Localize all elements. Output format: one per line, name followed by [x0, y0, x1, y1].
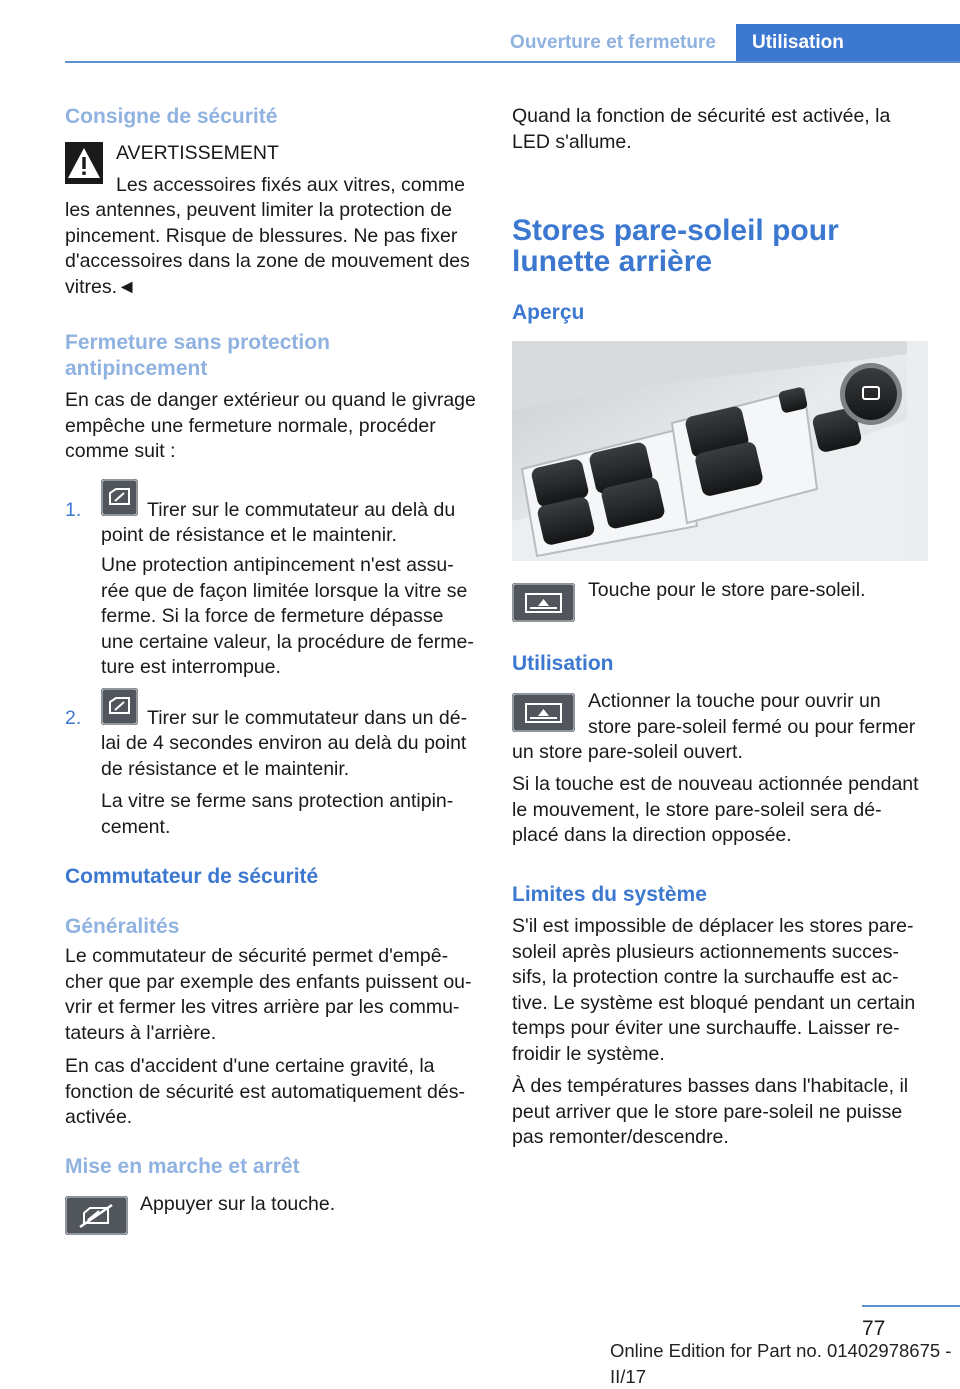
- text-line: LED s'allume.: [512, 130, 632, 153]
- warning-text-first: Les accessoires fixés aux vitres, comme: [116, 174, 465, 196]
- text-line: cement.: [101, 815, 171, 838]
- text-line: placé dans la direction opposée.: [512, 824, 792, 846]
- window-switch-icon: [101, 688, 138, 725]
- text-line: Quand la fonction de sécurité est activée, la: [512, 105, 891, 127]
- onoff-heading: Mise en marche et arrêt: [65, 1155, 300, 1178]
- accident-text: [65, 1054, 480, 1131]
- step-2-text-first: Tirer sur le commutateur dans un dé-: [147, 707, 468, 729]
- warning-triangle-icon: [65, 142, 103, 184]
- text-line: fonction de sécurité est automatiquement dés-: [65, 1080, 465, 1103]
- text-line: Si la touche est de nouveau actionnée pendant: [512, 773, 919, 795]
- cold-text: [512, 1074, 930, 1151]
- text-line: peut arriver que le store pare-soleil ne puisse: [512, 1100, 903, 1123]
- header-chapter-tab: Utilisation: [736, 24, 960, 63]
- text-line: sifs, la protection contre la surchauffe est ac-: [512, 966, 899, 988]
- text-line: Le commutateur de sécurité permet d'empê-: [65, 945, 449, 967]
- step-2-note: [101, 789, 481, 840]
- footer-rule: [862, 1305, 960, 1307]
- header-rule: [65, 61, 960, 63]
- text-line: une certaine valeur, la procédure de ferme-: [101, 630, 474, 653]
- text-line: un store pare-soleil ouvert.: [512, 741, 743, 763]
- text-line: soleil après plusieurs actionnements succes-: [512, 940, 899, 963]
- text-line: rée que de façon limitée lorsque la vitre se: [101, 579, 468, 602]
- text-line: À des températures basses dans l'habitacle, il: [512, 1075, 909, 1097]
- blinds-heading: [512, 215, 930, 277]
- text-line: empêche une fermeture normale, procéder: [65, 414, 436, 437]
- text-line: La vitre se ferme sans protection antipin-: [101, 790, 454, 812]
- heading-line: Stores pare-soleil pour: [512, 214, 839, 247]
- button-caption: Touche pour le store pare-soleil.: [588, 579, 866, 601]
- text-line: temps pour éviter une surchauffe. Laisser re-: [512, 1017, 900, 1039]
- text-line: Actionner la touche pour ouvrir un: [588, 690, 881, 712]
- text-line: d'accessoires dans la zone de mouvement des: [65, 250, 470, 272]
- text-line: le mouvement, le store pare-soleil sera dé-: [512, 798, 882, 821]
- warning-title: AVERTISSEMENT: [116, 142, 279, 164]
- text-line: ferme. Si la force de fermeture dépasse: [101, 605, 444, 627]
- closing-heading: [65, 330, 480, 382]
- step-2-text-rest: [101, 731, 481, 782]
- text-line: ture est interrompue.: [101, 656, 281, 678]
- text-line: pincement. Risque de blessures. Ne pas fixer: [65, 224, 458, 247]
- text-line: de résistance et le maintenir.: [101, 757, 350, 780]
- text-line: comme suit :: [65, 440, 176, 462]
- use-heading: Utilisation: [512, 652, 614, 675]
- step-1-text-rest: [101, 523, 481, 549]
- safety-switch-icon: [65, 1196, 128, 1235]
- text-line: En cas d'accident d'une certaine gravité, la: [65, 1055, 435, 1077]
- text-line: activée.: [65, 1106, 133, 1128]
- onoff-text: Appuyer sur la touche.: [140, 1193, 336, 1215]
- switch-heading: Commutateur de sécurité: [65, 865, 319, 888]
- text-line: S'il est impossible de déplacer les stores pare-: [512, 915, 914, 937]
- use-text-rest: [512, 740, 930, 766]
- heading-line: lunette arrière: [512, 245, 713, 278]
- text-line: froidir le système.: [512, 1042, 665, 1065]
- window-switch-icon: [101, 479, 138, 516]
- door-switch-panel-image: [512, 341, 928, 561]
- general-heading: Généralités: [65, 915, 180, 938]
- again-text: [512, 772, 930, 849]
- heading-line: antipincement: [65, 357, 208, 380]
- led-text: [512, 104, 930, 155]
- step-1-note: [101, 553, 481, 681]
- use-text-first: [588, 689, 930, 740]
- text-line: En cas de danger extérieur ou quand le givrage: [65, 389, 476, 411]
- text-line: store pare-soleil fermé ou pour fermer: [588, 715, 916, 738]
- text-line: vrir et fermer les vitres arrière par les commu-: [65, 996, 460, 1018]
- sunblind-button-icon: [512, 583, 575, 622]
- text-line: tateurs à l'arrière.: [65, 1021, 217, 1044]
- header-section-tab: Ouverture et fermeture: [510, 32, 716, 53]
- page-number: 77: [862, 1317, 886, 1340]
- limits-heading: Limites du système: [512, 883, 707, 906]
- text-line: cher que par exemple des enfants puissent ou-: [65, 970, 472, 993]
- text-line: point de résistance et le maintenir.: [101, 524, 397, 546]
- footer-edition: Online Edition for Part no. 01402978675 - II/17: [610, 1340, 952, 1387]
- text-line: les antennes, peuvent limiter la protection de: [65, 199, 452, 221]
- step-1-text-first: Tirer sur le commutateur au delà du: [147, 499, 456, 521]
- limits-text: [512, 914, 930, 1067]
- text-line: lai de 4 secondes environ au delà du point: [101, 732, 467, 754]
- text-line: pas remonter/descendre.: [512, 1126, 729, 1148]
- text-line: vitres.◄: [65, 275, 137, 298]
- general-text: [65, 944, 480, 1046]
- step-2-number: 2.: [65, 707, 82, 729]
- overview-heading: Aperçu: [512, 301, 585, 324]
- warning-text: [65, 198, 480, 300]
- closing-intro: [65, 388, 480, 465]
- text-line: Une protection antipincement n'est assu-: [101, 554, 454, 576]
- text-line: tive. Le système est bloqué pendant un certain: [512, 991, 916, 1014]
- heading-line: Fermeture sans protection: [65, 331, 330, 354]
- safety-heading: Consigne de sécurité: [65, 105, 278, 128]
- step-1-number: 1.: [65, 499, 82, 521]
- sunblind-button-icon: [512, 693, 575, 732]
